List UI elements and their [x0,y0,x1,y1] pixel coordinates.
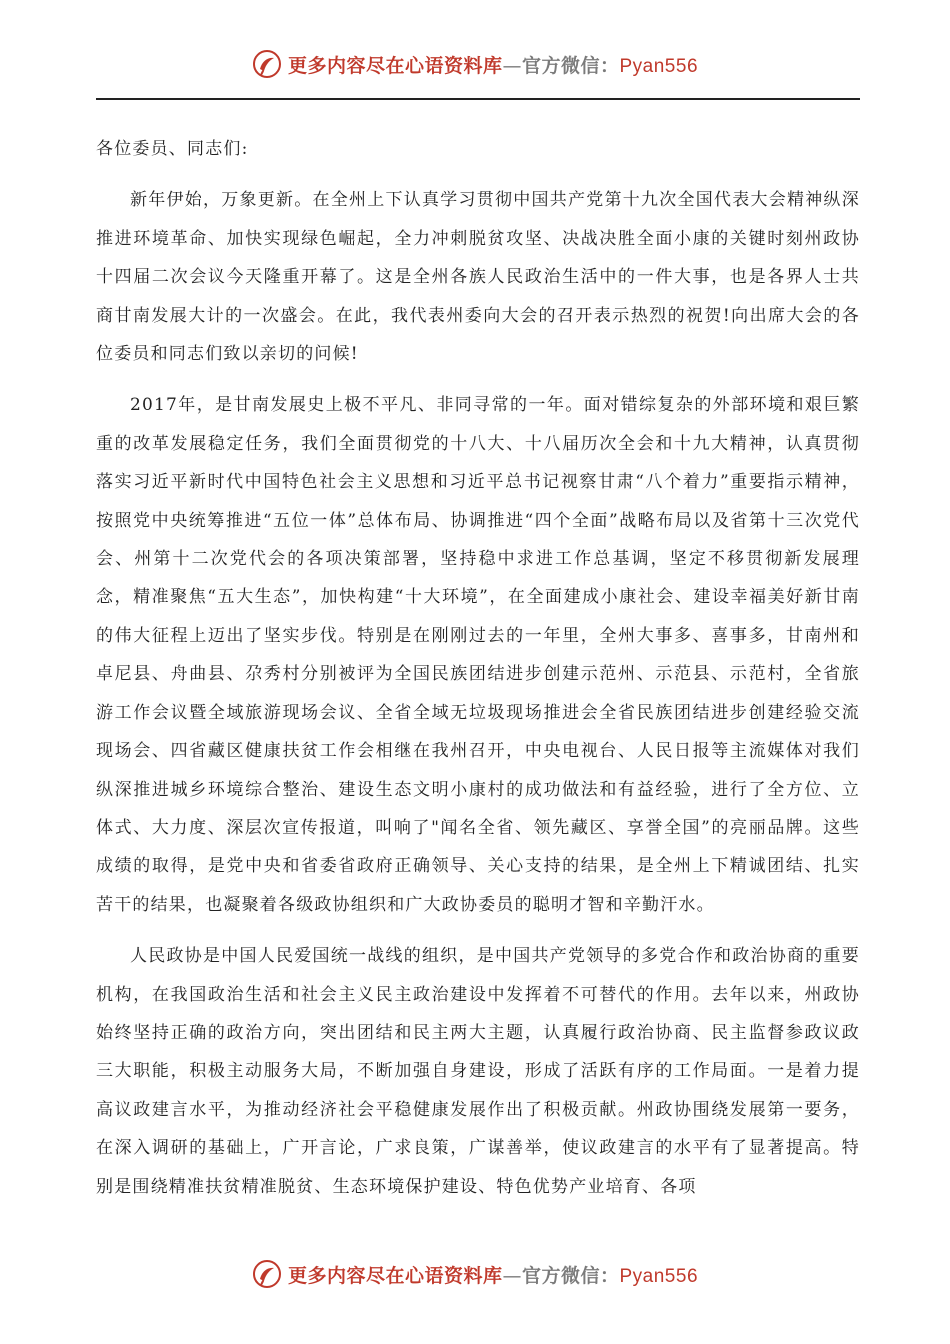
paragraph-cppcc-work: 人民政协是中国人民爱国统一战线的组织，是中国共产党领导的多党合作和政治协商的重要机构，在我国政治生活和社会主义民主政治建设中发挥着不可替代的作用。去年以来，州政协始终坚持正确的政治方向，突出团结和民主两大主题，认真履行政治协商、民主监督参政议政三大职能，积极主动服务大局，不断加强自身建设，形成了活跃有序的工作局面。一是着力提高议政建言水平，为推动经济社会平稳健康发展作出了积极贡献。州政协围绕发展第一要务，在深入调研的基础上，广开言论，广求良策，广谋善举，使议政建言的水平有了显著提高。特别是围绕精准扶贫精准脱贫、生态环境保护建设、特色优势产业培育、各项 [96,946,860,1197]
footer-banner-text [288,1261,698,1288]
footer-promo-text: 更多内容尽在心语资料库 [287,1264,503,1287]
header-promo-text: 更多内容尽在心语资料库 [287,54,503,77]
document-body [96,130,860,1219]
header-banner [0,40,950,88]
paragraph-2017-review: 2017年，是甘南发展史上极不平凡、非同寻常的一年。面对错综复杂的外部环境和艰巨繁重的改革发展稳定任务，我们全面贯彻党的十八大、十八届历次全会和十九大精神，认真贯彻落实习近平新时代中国特色社会主义思想和习近平总书记视察甘肃“八个着力”重要指示精神，按照党中央统筹推进“五位一体”总体布局、协调推进“四个全面”战略布局以及省第十三次党代会、州第十二次党代会的各项决策部署，坚持稳中求进工作总基调，坚定不移贯彻新发展理念，精准聚焦“五大生态”，加快构建“十大环境”，在全面建成小康社会、建设幸福美好新甘南的伟大征程上迈出了坚实步伐。特别是在刚刚过去的一年里，全州大事多、喜事多，甘南州和卓尼县、舟曲县、尕秀村分别被评为全国民族团结进步创建示范州、示范县、示范村，全省旅游工作会议暨全域旅游现场会议、全省全域无垃圾现场推进会全省民族团结进步创建经验交流现场会、四省藏区健康扶贫工作会相继在我州召开，中央电视台、人民日报等主流媒体对我们纵深推进城乡环境综合整治、建设生态文明小康村的成功做法和有益经验，进行了全方位、立体式、大力度、深层次宣传报道，叫响了"闻名全省、领先藏区、享誉全国”的亮丽品牌。这些成绩的取得，是党中央和省委省政府正确领导、关心支持的结果，是全州上下精诚团结、扎实苦干的结果，也凝聚着各级政协组织和广大政协委员的聪明才智和辛勤汗水。 [96,395,860,915]
header-banner-text [288,51,698,78]
paragraph-opening: 新年伊始，万象更新。在全州上下认真学习贯彻中国共产党第十九次全国代表大会精神纵深推进环境革命、加快实现绿色崛起，全力冲刺脱贫攻坚、决战决胜全面小康的关键时刻州政协十四届二次会议今天隆重开幕了。这是全州各族人民政治生活中的一件大事，也是各界人士共商甘南发展大计的一次盛会。在此，我代表州委向大会的召开表示热烈的祝贺!向出席大会的各位委员和同志们致以亲切的问候! [96,190,860,365]
ink-brush-logo-icon [252,1259,282,1289]
footer-dash: — [502,1264,522,1287]
footer-banner [0,1250,950,1298]
footer-wechat-id: Pyan556 [619,1265,699,1287]
footer-wechat-label: 官方微信： [521,1264,620,1287]
ink-brush-logo-icon [252,49,282,79]
header-wechat-id: Pyan556 [619,55,699,77]
header-divider [96,98,860,100]
header-wechat-label: 官方微信： [521,54,620,77]
header-dash: — [502,54,522,77]
salutation: 各位委员、同志们: [96,139,249,159]
